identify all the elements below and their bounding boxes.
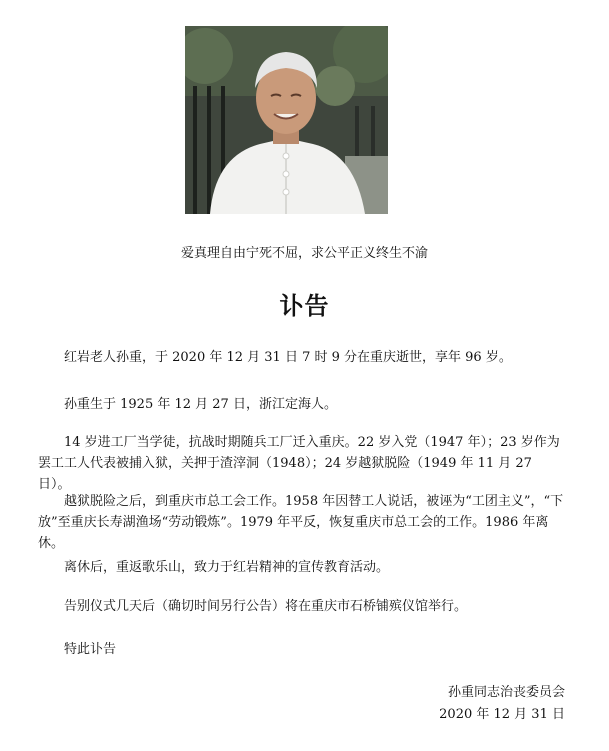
paragraph-retirement: 离休后，重返歌乐山，致力于红岩精神的宣传教育活动。	[64, 560, 390, 575]
portrait-photo	[185, 26, 388, 214]
signature-committee: 孙重同志治丧委员会	[447, 685, 565, 700]
page-title: 讣告	[279, 292, 330, 320]
paragraph-birth: 孙重生于 1925 年 12 月 27 日，浙江定海人。	[64, 397, 337, 412]
paragraph-funeral: 告别仪式几天后（确切时间另行公告）将在重庆市石桥铺殡仪馆举行。	[64, 599, 468, 614]
motto: 爱真理自由宁死不屈，求公平正义终生不渝	[180, 246, 428, 261]
paragraph-early-life: 14 岁进工厂当学徒，抗战时期随兵工厂迁入重庆。22 岁入党（1947 年）；23 岁作为罢工工人代表被捕入狱，关押于渣滓洞（1948）；24 岁越狱脱险（1949 年 11 月 27 日）。	[38, 435, 560, 492]
paragraph-closing: 特此讣告	[64, 642, 117, 657]
signature-date: 2020 年 12 月 31 日	[439, 707, 565, 722]
paragraph-career: 越狱脱险之后，到重庆市总工会工作。1958 年因替工人说话，被诬为“工团主义”，“下放”至重庆长寿湖渔场“劳动锻炼”。1979 年平反，恢复重庆市总工会的工作。1986 年离休。	[38, 494, 564, 551]
paragraph-death: 红岩老人孙重，于 2020 年 12 月 31 日 7 时 9 分在重庆逝世，享年 96 岁。	[64, 350, 512, 365]
portrait-icon	[185, 26, 388, 214]
